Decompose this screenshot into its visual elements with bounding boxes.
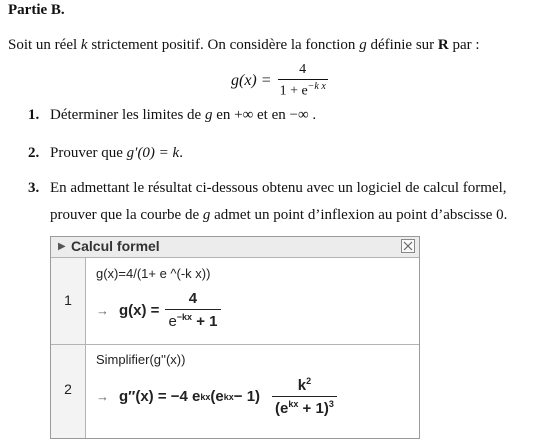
intro-text: Soit un réel k strictement positif. On considère la fonction g définie sur R par : [8, 37, 480, 53]
cas-result: → g″(x) = −4 e kx (e kx − 1) $\frac{k^2}{(e^{kx} + 1)^3}$ [96, 376, 337, 417]
cas-row-index: 2 [51, 345, 86, 438]
close-icon[interactable] [401, 239, 415, 253]
question-3-line-2: prouver que la courbe de g admet un point d’inflexion au point d’abscisse 0. [50, 207, 508, 223]
cas-title: Calcul formel [71, 238, 160, 254]
question-2: 2. Prouver que g′(0) = k. [28, 145, 183, 161]
cas-header [51, 237, 419, 258]
arrow-icon: → [96, 389, 109, 404]
cas-command[interactable]: Simplifier(g''(x)) [96, 352, 186, 367]
section-heading: Partie B. [8, 2, 65, 18]
cas-result: → g(x) = $\frac{4}{e^{-kx} + 1}$ [96, 290, 221, 330]
cas-panel [50, 236, 420, 439]
collapse-triangle-icon[interactable]: ▶ [58, 241, 66, 252]
cas-row-index: 1 [51, 258, 86, 344]
cas-row-divider [51, 344, 419, 345]
question-1: 1. Déterminer les limites de g en +∞ et en −∞ . [28, 107, 317, 123]
cas-command[interactable]: g(x)=4/(1+ e ^(-k x)) [96, 266, 211, 281]
function-definition-formula: g(x) = $\frac{4}{1 + e^{-k x}}$ [231, 62, 326, 99]
question-3: 3. En admettant le résultat ci-dessous obtenu avec un logiciel de calcul formel, [28, 180, 507, 196]
arrow-icon: → [96, 302, 109, 318]
